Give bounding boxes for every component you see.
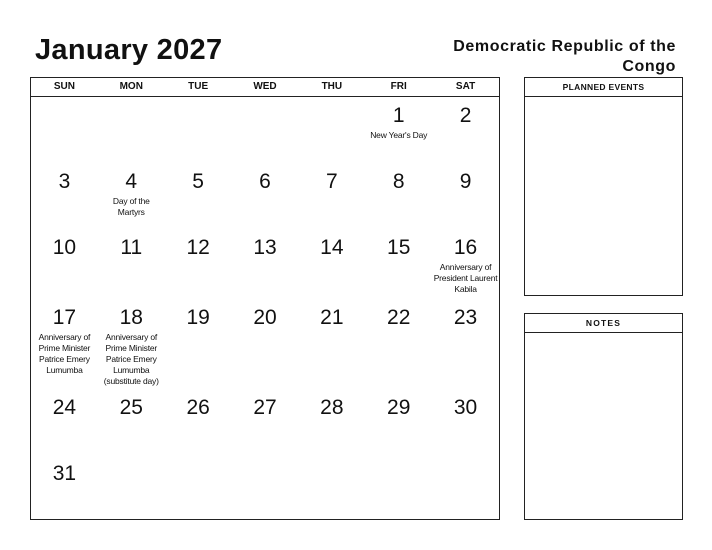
weekday-header-row	[31, 78, 499, 97]
notes-panel	[524, 313, 683, 520]
day-number: 11	[120, 236, 143, 259]
planned-events-heading: PLANNED EVENTS	[525, 78, 682, 97]
day-cell	[432, 299, 499, 389]
day-cell	[365, 97, 432, 163]
day-cell	[31, 389, 98, 455]
day-cell	[98, 97, 165, 163]
day-cell	[165, 163, 232, 229]
day-cell	[98, 389, 165, 455]
day-cell	[31, 97, 98, 163]
day-number: 2	[459, 104, 472, 127]
weekday-wed: WED	[253, 81, 277, 92]
day-number: 20	[253, 306, 277, 329]
day-number: 25	[119, 396, 143, 419]
day-cell	[165, 97, 232, 163]
day-cell	[298, 163, 365, 229]
day-cell	[298, 299, 365, 389]
weekday-thu: THU	[321, 81, 343, 92]
day-cell	[232, 455, 299, 519]
day-number: 13	[253, 236, 277, 259]
day-number: 22	[387, 306, 411, 329]
day-number: 16	[453, 236, 478, 259]
planned-events-panel	[524, 77, 683, 296]
day-cell	[165, 229, 232, 299]
day-cell	[365, 389, 432, 455]
day-number: 15	[387, 236, 411, 259]
holiday-label: Anniversary of President Laurent Kabila	[433, 262, 498, 294]
day-number: 19	[186, 306, 210, 329]
weekday-mon: MON	[119, 81, 143, 92]
day-cell	[365, 299, 432, 389]
day-cell	[232, 389, 299, 455]
day-number: 14	[320, 236, 344, 259]
day-cell	[232, 229, 299, 299]
weekday-sun: SUN	[53, 81, 75, 92]
day-cell	[98, 229, 165, 299]
day-number: 26	[186, 396, 210, 419]
day-number: 17	[52, 306, 77, 329]
day-number: 23	[453, 306, 478, 329]
day-cell	[232, 299, 299, 389]
day-cell	[432, 455, 499, 519]
day-number: 27	[253, 396, 277, 419]
day-cell	[432, 389, 499, 455]
weekday-tue: TUE	[188, 81, 209, 92]
day-cell	[31, 455, 98, 519]
day-cell	[165, 389, 232, 455]
notes-heading: NOTES	[525, 314, 682, 333]
day-cell	[98, 299, 165, 389]
day-number: 7	[326, 170, 338, 193]
day-number: 24	[52, 396, 77, 419]
day-number: 10	[52, 236, 77, 259]
day-cell	[98, 455, 165, 519]
day-cell	[365, 229, 432, 299]
day-cell	[432, 163, 499, 229]
day-number: 8	[392, 170, 405, 193]
day-cell	[165, 455, 232, 519]
month-calendar	[30, 77, 500, 520]
day-number: 21	[320, 306, 344, 329]
day-cell	[365, 163, 432, 229]
day-number: 31	[52, 462, 77, 485]
holiday-label: Day of the Martyrs	[112, 196, 150, 217]
day-cell	[298, 97, 365, 163]
day-cell	[232, 97, 299, 163]
day-number: 1	[392, 104, 405, 127]
day-cell	[365, 455, 432, 519]
day-cell	[432, 97, 499, 163]
day-cell	[165, 299, 232, 389]
day-number: 18	[119, 306, 143, 329]
holiday-label: New Year's Day	[370, 130, 428, 140]
day-cell	[31, 163, 98, 229]
weekday-sat: SAT	[455, 81, 476, 92]
day-cell	[31, 299, 98, 389]
day-number: 30	[453, 396, 478, 419]
day-number: 28	[320, 396, 344, 419]
page-title: January 2027	[35, 34, 223, 66]
day-cell	[298, 229, 365, 299]
day-number: 9	[459, 170, 472, 193]
day-number: 5	[192, 170, 204, 193]
day-number: 6	[259, 170, 271, 193]
weekday-fri: FRI	[390, 81, 407, 92]
holiday-label: Anniversary of Prime Minister Patrice Emery Lumumba	[38, 332, 91, 375]
day-number: 4	[125, 170, 138, 193]
country-name: Democratic Republic of the Congo	[453, 38, 676, 75]
day-cell	[298, 389, 365, 455]
holiday-label: Anniversary of Prime Minister Patrice Emery Lumumba (substitute day)	[103, 332, 159, 386]
day-number: 29	[387, 396, 411, 419]
day-number: 3	[58, 170, 71, 193]
day-cell	[432, 229, 499, 299]
day-cell	[232, 163, 299, 229]
day-cell	[31, 229, 98, 299]
day-cell	[98, 163, 165, 229]
day-cell	[298, 455, 365, 519]
day-number: 12	[186, 236, 210, 259]
day-grid	[31, 97, 499, 519]
